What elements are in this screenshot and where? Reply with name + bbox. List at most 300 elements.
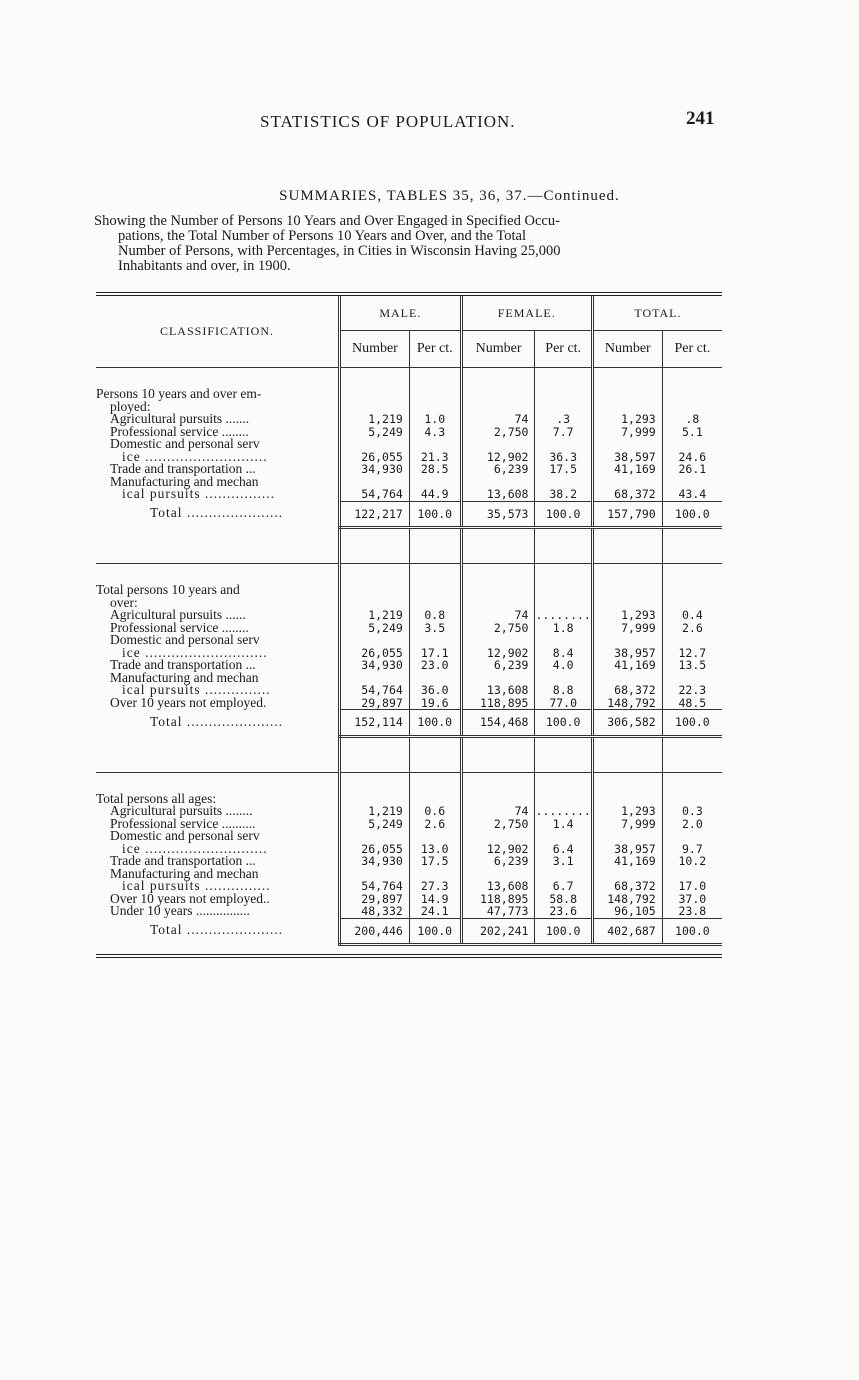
empty-cell [592,368,662,389]
percent-cell [409,463,461,476]
total-label: Total ...................... [150,505,284,520]
cell-value: 44.9 [420,487,449,501]
cell-value: 17.5 [549,462,578,476]
percent-cell [662,463,722,476]
percent-cell [409,697,461,710]
number-cell [461,659,535,672]
cell-value: 6.4 [552,841,574,856]
cell-value: 1,219 [368,608,403,622]
section-separator [96,368,722,389]
cell-value: 54,764 [361,683,403,697]
cell-value: 29,897 [361,891,403,906]
cell-value: 13.0 [420,841,449,856]
number-cell [339,438,409,463]
cell-value: 1.4 [552,816,574,831]
cell-value: 24.1 [420,904,449,918]
cell-value: 148,792 [607,891,656,906]
cell-value: 7,999 [621,424,656,439]
empty-cell [409,368,461,389]
number-cell [339,905,409,918]
empty-cell [461,564,535,585]
empty-cell [409,736,461,772]
empty-cell [461,388,535,401]
total-percent-header: Per ct. [662,331,722,368]
spacer-line [594,634,656,647]
cell-value: 26,055 [361,841,403,856]
total-row [96,710,722,737]
cell-value: 2,750 [493,620,529,635]
percent-cell [409,805,461,818]
spacer-line [410,634,460,647]
percent-cell [535,659,592,672]
row-label-line: ice ............................ [122,448,268,464]
number-cell [339,805,409,818]
row-label [96,905,339,918]
empty-cell [339,388,409,401]
total-percent-cell: 100.0 [662,918,722,945]
cell-value: 8.4 [552,645,574,660]
cell-value: 1,293 [621,608,656,622]
row-label [96,669,339,697]
number-cell [461,463,535,476]
spacer-line [463,634,529,647]
row-label-line: Manufacturing and mechan [110,669,259,685]
section-heading: Total persons 10 years and [96,582,240,597]
table-row [96,672,722,697]
row-label-line: Agricultural pursuits ........ [110,803,253,818]
percent-cell [409,609,461,622]
cell-value: 77.0 [549,695,578,710]
cell-value: 1,219 [368,804,403,818]
percent-cell [535,830,592,855]
cell-value: 8.8 [552,683,574,697]
cell-value: 118,895 [480,891,529,906]
number-cell [339,476,409,502]
total-row [96,918,722,945]
cell-value: 6.7 [552,879,574,893]
section-heading: over: [110,594,138,610]
percent-cell [409,476,461,502]
cell-value: 7.7 [552,424,574,439]
number-cell [461,413,535,426]
number-cell [461,634,535,659]
empty-cell [409,564,461,585]
cell-value: 68,372 [614,487,656,501]
spacer-cell [96,736,339,772]
number-cell [592,476,662,502]
bottom-rule [96,945,722,957]
row-label [96,830,339,855]
spacer-line [341,830,403,843]
empty-cell [592,736,662,772]
empty-cell [662,772,722,793]
number-cell [339,413,409,426]
total-percent-cell: 100.0 [409,918,461,945]
empty-cell [535,736,592,772]
spacer-line [463,438,529,451]
total-header: TOTAL. [592,294,722,331]
table-row [96,634,722,659]
number-cell [592,672,662,697]
cell-value: 148,792 [607,695,656,710]
cell-value: 2.6 [424,816,446,831]
cell-value: 19.6 [420,695,449,710]
spacer-cell [96,528,339,564]
cell-value: 34,930 [361,658,403,672]
cell-value: 0.4 [681,608,703,622]
cell-value: 26,055 [361,645,403,660]
percent-cell [535,413,592,426]
number-cell [461,697,535,710]
cell-value: 6,239 [493,658,529,672]
section-heading: Persons 10 years and over em- [96,386,262,401]
cell-value: 68,372 [614,879,656,893]
cell-value: ........ [535,608,591,622]
number-cell [461,855,535,868]
cell-value: 0.8 [424,608,446,622]
cell-value: 1,293 [621,804,656,818]
female-percent-header: Per ct. [535,331,592,368]
number-cell [592,805,662,818]
percent-cell [662,855,722,868]
number-cell [339,672,409,697]
percent-cell [662,438,722,463]
spacer-line [535,438,590,451]
total-percent-cell: 100.0 [662,501,722,528]
cell-value: 29,897 [361,695,403,710]
total-row [96,501,722,528]
spacer-line [535,634,590,647]
cell-value: .3 [556,412,571,426]
cell-value: 43.4 [678,487,707,501]
section-heading: Total persons all ages: [96,790,217,806]
total-number-cell: 402,687 [592,918,662,945]
cell-value: 48,332 [361,904,403,918]
cell-value: 2,750 [493,816,529,831]
bottom-rule-cell [96,945,722,957]
number-cell [592,830,662,855]
percent-cell [409,634,461,659]
number-cell [339,855,409,868]
table-subtitle: SUMMARIES, TABLES 35, 36, 37.—Continued. [279,188,620,204]
number-cell [461,868,535,893]
cell-value: 22.3 [678,683,707,697]
cell-value: 6,239 [493,462,529,476]
cell-value: 3.5 [424,620,446,635]
percent-cell [409,830,461,855]
total-number-cell: 157,790 [592,501,662,528]
spacer-line [463,830,529,843]
cell-value: 5,249 [368,816,403,831]
cell-value: 13,608 [486,683,529,697]
percent-cell [535,672,592,697]
cell-value: 36.3 [549,449,578,464]
empty-cell [662,736,722,772]
row-label-line: Professional service ........ [110,423,249,439]
empty-cell [662,368,722,389]
cell-value: 38.2 [549,487,578,501]
empty-cell [592,564,662,585]
row-label [96,865,339,893]
description-line: Inhabitants and over, in 1900. [118,258,291,274]
empty-cell [461,368,535,389]
cell-value: 1.8 [552,620,574,635]
cell-value: 23.6 [549,904,578,918]
cell-value: 23.8 [678,904,707,918]
total-percent-cell: 100.0 [409,710,461,737]
row-label-line: Trade and transportation ... [110,853,256,868]
percent-cell [409,672,461,697]
total-number-cell: 35,573 [461,501,535,528]
empty-cell [339,368,409,389]
row-label-line: Domestic and personal serv [110,632,260,647]
cell-value: 4.0 [552,658,574,672]
cell-value: 14.9 [420,891,449,906]
percent-cell [662,697,722,710]
spacer-line [594,438,656,451]
cell-value: 7,999 [621,620,656,635]
percent-cell [535,634,592,659]
cell-value: ........ [535,804,591,818]
cell-value: 9.7 [681,841,703,856]
cell-value: 12,902 [486,449,529,464]
number-cell [461,905,535,918]
empty-cell [409,528,461,564]
total-percent-cell: 100.0 [535,918,592,945]
cell-value: 5.1 [681,424,703,439]
number-cell [461,672,535,697]
cell-value: .8 [685,412,700,426]
cell-value: 41,169 [614,462,656,476]
table-row [96,476,722,502]
cell-value: 12,902 [486,841,529,856]
cell-value: 74 [514,412,529,426]
cell-value: 26,055 [361,449,403,464]
percent-cell [662,659,722,672]
row-label-line: Professional service .......... [110,815,256,831]
cell-value: 12.7 [678,645,707,660]
percent-cell [662,672,722,697]
percent-cell [409,413,461,426]
percent-cell [662,634,722,659]
number-cell [592,868,662,893]
row-label-line: Trade and transportation ... [110,657,256,672]
number-cell [339,697,409,710]
row-label-line: ical pursuits ................ [122,486,275,501]
cell-value: 41,169 [614,658,656,672]
section-heading: ployed: [110,398,151,414]
description-line: pations, the Total Number of Persons 10 Years and Over, and the Total [118,228,527,244]
percent-cell [662,830,722,855]
row-label-line: Over 10 years not employed.. [110,890,270,906]
cell-value: 68,372 [614,683,656,697]
row-label [96,694,339,710]
row-label [96,438,339,463]
percent-cell [535,855,592,868]
empty-cell [662,564,722,585]
percent-cell [535,476,592,502]
cell-value: 13,608 [486,487,529,501]
empty-cell [339,584,409,597]
page-number: 241 [686,108,715,129]
empty-cell [535,584,592,597]
number-cell [339,659,409,672]
cell-value: 36.0 [420,683,449,697]
total-label: Total ...................... [150,922,284,937]
number-cell [339,830,409,855]
percent-cell [662,905,722,918]
cell-value: 34,930 [361,854,403,868]
cell-value: 74 [514,608,529,622]
row-label [96,473,339,502]
cell-value: 5,249 [368,620,403,635]
percent-cell [535,463,592,476]
number-cell [592,438,662,463]
table-row [96,868,722,893]
row-label-line: Agricultural pursuits ....... [110,411,250,426]
spacer-line [341,634,403,647]
cell-value: 21.3 [420,449,449,464]
cell-value: 5,249 [368,424,403,439]
female-header: FEMALE. [461,294,592,331]
total-number-cell: 200,446 [339,918,409,945]
number-cell [461,438,535,463]
cell-value: 7,999 [621,816,656,831]
number-cell [592,634,662,659]
total-percent-cell: 100.0 [662,710,722,737]
percent-cell [409,868,461,893]
table-description [96,214,722,274]
population-table [96,292,722,958]
cell-value: 3.1 [552,854,574,868]
percent-cell [535,438,592,463]
cell-value: 1.0 [424,412,446,426]
section-separator [96,772,722,793]
row-label-line: ical pursuits ............... [122,878,271,893]
empty-cell [662,528,722,564]
separator-cell [96,368,339,389]
row-label-line: Trade and transportation ... [110,461,256,476]
row-label-line: Under 10 years ................ [110,903,250,918]
percent-cell [535,905,592,918]
number-cell [461,830,535,855]
percent-cell [535,609,592,622]
cell-value: 1,293 [621,412,656,426]
row-label-line: ice ............................ [122,840,268,856]
empty-cell [339,564,409,585]
cell-value: 38,957 [614,841,656,856]
number-cell [339,463,409,476]
empty-cell [535,528,592,564]
number-cell [592,609,662,622]
empty-cell [662,584,722,597]
row-label-line: Agricultural pursuits ...... [110,607,246,622]
number-cell [461,609,535,622]
cell-value: 34,930 [361,462,403,476]
male-percent-header: Per ct. [409,331,461,368]
number-cell [592,697,662,710]
description-line: Number of Persons, with Percentages, in Cities in Wisconsin Having 25,000 [118,243,561,259]
spacer-line [410,830,460,843]
empty-cell [535,388,592,401]
row-label-line: ical pursuits ............... [122,682,271,697]
table-row [96,830,722,855]
total-percent-cell: 100.0 [535,501,592,528]
cell-value: 2.0 [681,816,703,831]
cell-value: 0.6 [424,804,446,818]
row-label-line: Domestic and personal serv [110,828,260,843]
cell-value: 38,597 [614,449,656,464]
cell-value: 2.6 [681,620,703,635]
empty-cell [409,584,461,597]
cell-value: 38,957 [614,645,656,660]
separator-cell [96,564,339,585]
section-separator [96,564,722,585]
number-cell [592,659,662,672]
cell-value: 54,764 [361,487,403,501]
spacer-line [410,438,460,451]
total-number-cell: 306,582 [592,710,662,737]
empty-cell [339,528,409,564]
cell-value: 17.1 [420,645,449,660]
row-label-line: Manufacturing and mechan [110,473,259,489]
percent-cell [662,609,722,622]
empty-cell [339,772,409,793]
total-label: Total ...................... [150,713,284,729]
empty-cell [535,772,592,793]
cell-value: 27.3 [420,879,449,893]
number-cell [339,868,409,893]
empty-cell [409,772,461,793]
section-spacer [96,736,722,772]
cell-value: 26.1 [678,462,707,476]
spacer-line [663,634,722,647]
empty-cell [592,772,662,793]
male-header: MALE. [339,294,461,331]
percent-cell [409,438,461,463]
cell-value: 74 [514,804,529,818]
empty-cell [535,368,592,389]
section-heading-row [96,388,722,401]
empty-cell [461,528,535,564]
number-cell [592,413,662,426]
description-line: Showing the Number of Persons 10 Years and Over Engaged in Specified Occu- [94,213,560,229]
cell-value: 12,902 [486,645,529,660]
number-cell [592,905,662,918]
percent-cell [535,868,592,893]
total-number-cell: 202,241 [461,918,535,945]
cell-value: 47,773 [486,904,529,918]
total-number-cell: 154,468 [461,710,535,737]
cell-value: 17.5 [420,854,449,868]
empty-cell [409,388,461,401]
male-number-header: Number [339,331,409,368]
number-cell [339,609,409,622]
percent-cell [535,805,592,818]
percent-cell [662,476,722,502]
classification-header: CLASSIFICATION. [159,324,274,338]
cell-value: 48.5 [678,695,707,710]
percent-cell [662,413,722,426]
cell-value: 58.8 [549,891,578,906]
empty-cell [592,584,662,597]
number-cell [339,634,409,659]
cell-value: 13,608 [486,879,529,893]
percent-cell [662,868,722,893]
row-label-line: ice ............................ [122,644,268,660]
number-cell [592,463,662,476]
total-percent-cell: 100.0 [409,501,461,528]
